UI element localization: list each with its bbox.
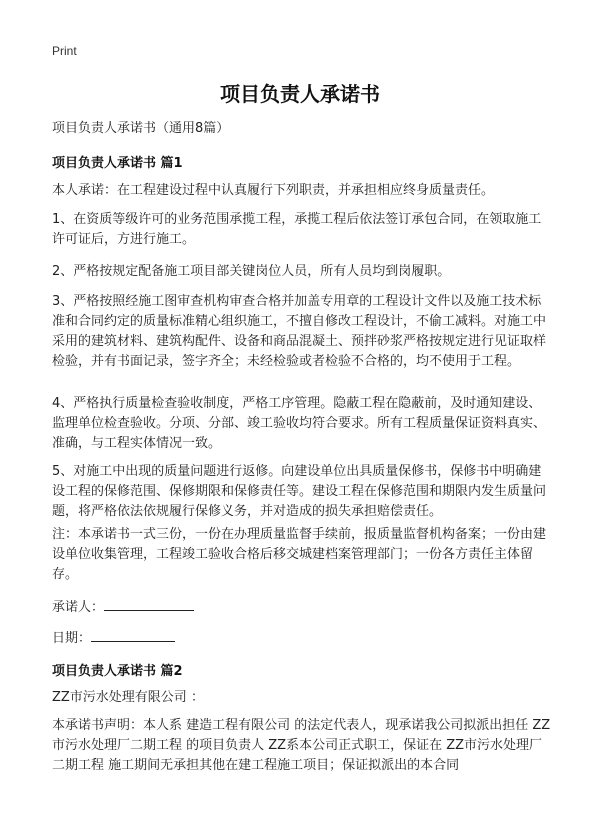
signer-field — [52, 596, 194, 615]
document-subtitle: 项目负责人承诺书（通用8篇） — [52, 121, 230, 136]
section-2-company: ZZ市污水处理有限公司 ： — [52, 690, 204, 705]
signer-label: 承诺人： — [52, 600, 105, 615]
section-1-heading: 项目负责人承诺书 篇1 — [52, 156, 183, 171]
print-link[interactable]: Print — [52, 44, 77, 58]
signer-blank-line — [104, 596, 194, 611]
section-1-note: 注：本承诺书一式三份，一份在办理质量监督手续前，报质量监督机构备案；一份由建设单位收集管理，工程竣工验收合格后移交城建档案管理部门；一份各方责任主体留存。 — [52, 527, 547, 582]
commitment-item-3: 3、严格按照经施工图审查机构审查合格并加盖专用章的工程设计文件以及施工技术标准和合同约定的质量标准精心组织施工，不擅自修改工程设计，不偷工减料。对施工中采用的建筑材料、建筑构配件、设备和商品混凝土、预拌砂浆严格按规定进行见证取样检验，并有书面记录，签字齐全；未经检验或者检验不合格的，均不使用于工程。 — [52, 294, 547, 369]
date-field — [52, 627, 175, 646]
section-2-heading: 项目负责人承诺书 篇2 — [52, 664, 183, 679]
date-blank-line — [91, 627, 175, 642]
commitment-item-5: 5、对施工中出现的质量问题进行返修。向建设单位出具质量保修书，保修书中明确建设工程的保修范围、保修期限和保修责任等。建设工程在保修范围和期限内发生质量问题，将严格依法依规履行保修义务，并对造成的损失承担赔偿责任。 — [52, 464, 547, 519]
section-1-intro: 本人承诺：在工程建设过程中认真履行下列职责，并承担相应终身质量责任。 — [52, 183, 495, 198]
date-label: 日期： — [52, 631, 92, 646]
section-2-body: 本承诺书声明：本人系 建造工程有限公司 的法定代表人，现承诺我公司拟派出担任 ZZ市污水处理厂二期工程 的项目负责人 ZZ系本公司正式职工，保证在 ZZ市污水处理厂二期工程 施工期间无承担其他在建工程施工项目；保证拟派出的本合同 — [52, 718, 551, 773]
page-title: 项目负责人承诺书 — [220, 82, 380, 106]
commitment-item-4: 4、严格执行质量检查验收制度，严格工序管理。隐蔽工程在隐蔽前，及时通知建设、监理单位检查验收。分项、分部、竣工验收均符合要求。所有工程质量保证资料真实、准确，与工程实体情况一致。 — [52, 396, 547, 451]
commitment-item-1: 1、在资质等级许可的业务范围承揽工程，承揽工程后依法签订承包合同，在领取施工许可证后，方进行施工。 — [52, 212, 542, 247]
commitment-item-2: 2、严格按规定配备施工项目部关键岗位人员，所有人员均到岗履职。 — [52, 264, 451, 279]
